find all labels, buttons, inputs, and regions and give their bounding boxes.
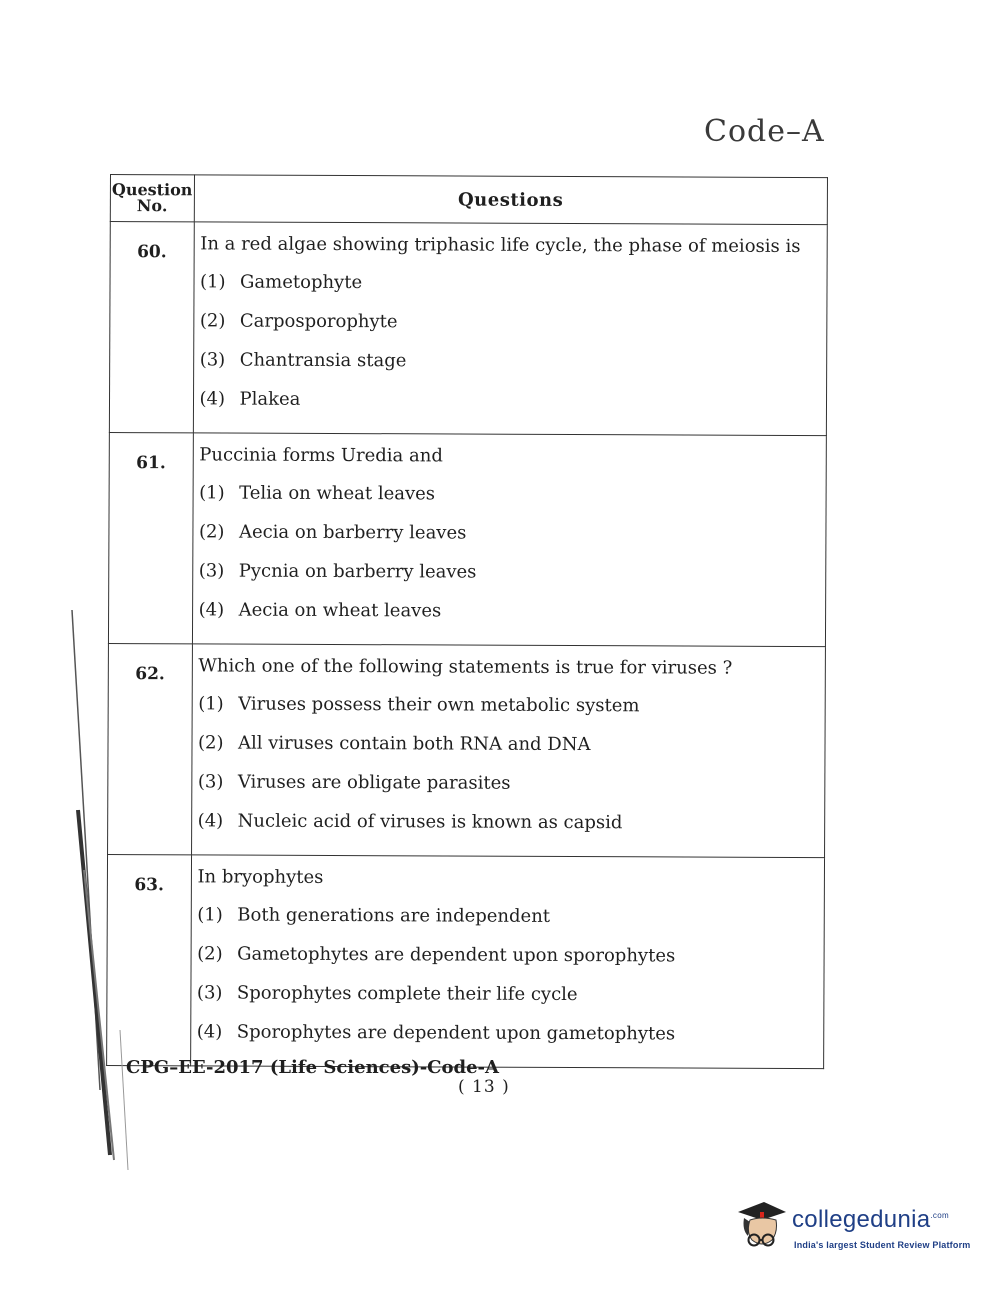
questions-table (106, 174, 828, 1069)
option-text: Gametophytes are dependent upon sporophytes (237, 943, 676, 967)
option (197, 981, 820, 1023)
option (199, 387, 822, 429)
question-cell (190, 855, 824, 1069)
table-row (107, 854, 825, 1068)
option-text: Nucleic acid of viruses is known as capsid (237, 810, 623, 834)
collegedunia-logo (736, 1196, 971, 1266)
option (199, 559, 822, 601)
column-header-question-no-line1: Question (111, 180, 193, 200)
question-cell (193, 222, 827, 436)
question-number: 62. (108, 643, 192, 854)
option-number: (2) (198, 521, 225, 543)
question-cell (191, 644, 825, 858)
graduate-mascot-icon (736, 1198, 788, 1252)
column-header-question-no (110, 175, 194, 222)
table-header-row (110, 175, 827, 225)
scan-edge-shadow-icon (70, 610, 130, 1170)
option-number: (4) (198, 599, 225, 621)
option (197, 903, 820, 945)
option (198, 770, 821, 812)
option (197, 1020, 820, 1062)
logo-brand-suffix: .com (930, 1211, 949, 1220)
option-number: (3) (197, 771, 224, 793)
table-row (109, 222, 827, 436)
option (198, 731, 821, 773)
question-number: 60. (109, 222, 193, 433)
logo-wordmark (792, 1206, 949, 1234)
option-number: (1) (200, 271, 226, 293)
option-number: (3) (196, 982, 223, 1004)
option-text: Viruses are obligate parasites (237, 771, 511, 794)
option-text: Gametophyte (240, 271, 363, 294)
option (200, 348, 823, 390)
option-text: All viruses contain both RNA and DNA (238, 732, 591, 756)
question-number: 61. (108, 432, 192, 643)
option-text: Sporophytes are dependent upon gametophytes (236, 1021, 676, 1045)
option-text: Pycnia on barberry leaves (238, 560, 477, 583)
logo-tagline: India's largest Student Review Platform (794, 1240, 971, 1250)
option-number: (1) (199, 482, 225, 504)
column-header-questions: Questions (194, 175, 828, 225)
option (200, 270, 823, 312)
question-text: Puccinia forms Uredia and (199, 444, 443, 467)
option-number: (4) (196, 1021, 223, 1043)
option-number: (2) (198, 732, 224, 754)
page-number: ( 13 ) (458, 1077, 510, 1097)
question-text: In bryophytes (197, 866, 324, 888)
question-cell (192, 433, 826, 647)
option (199, 598, 822, 640)
option (200, 309, 823, 351)
option-number: (3) (199, 349, 226, 371)
option-text: Sporophytes complete their life cycle (236, 982, 578, 1006)
option (198, 692, 821, 734)
option-number: (4) (199, 388, 226, 410)
question-text: Which one of the following statements is true for viruses ? (198, 655, 733, 679)
question-text: In a red algae showing triphasic life cycle, the phase of meiosis is (200, 233, 801, 258)
option (198, 809, 821, 851)
option-text: Viruses possess their own metabolic system (238, 693, 640, 717)
logo-brand: collegedunia (792, 1206, 931, 1233)
option-text: Both generations are independent (237, 904, 551, 927)
column-header-question-no-line2: No. (136, 196, 168, 216)
option-number: (1) (197, 904, 223, 926)
code-title: Code–A (704, 114, 825, 149)
footer-exam-code: CPG–EE-2017 (Life Sciences)-Code-A (126, 1057, 499, 1078)
option-number: (2) (197, 943, 223, 965)
option-number: (4) (197, 810, 224, 832)
table-row (108, 643, 826, 857)
option-text: Telia on wheat leaves (239, 482, 436, 505)
option (199, 520, 822, 562)
option-number: (2) (199, 310, 226, 332)
option-number: (1) (198, 693, 224, 715)
option (197, 942, 820, 984)
option (199, 481, 822, 523)
option-number: (3) (198, 560, 225, 582)
option-text: Aecia on barberry leaves (238, 521, 467, 544)
option-text: Aecia on wheat leaves (238, 599, 442, 622)
table-row (108, 432, 826, 646)
option-text: Carposporophyte (239, 310, 398, 333)
question-number: 63. (107, 854, 191, 1065)
option-text: Chantransia stage (239, 349, 407, 372)
option-text: Plakea (239, 388, 301, 410)
